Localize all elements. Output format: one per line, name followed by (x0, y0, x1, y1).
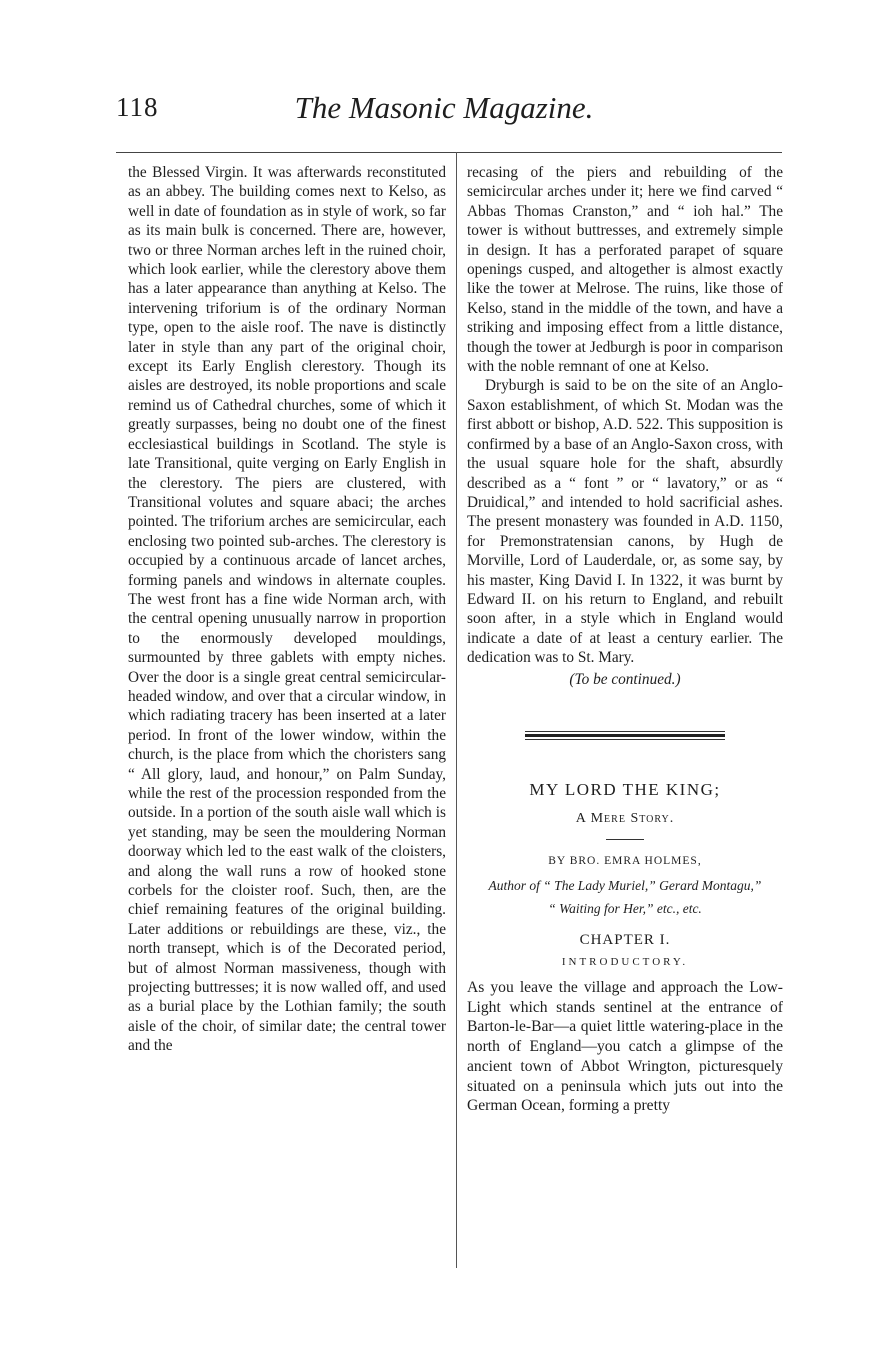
paragraph-1: recasing of the piers and rebuilding of the semicircular arches under it; here we find carved “ Abbas Thomas Cranston,” and “ ioh hal.” The tower is without buttresses, and extremely simple in design. It has a perforated parapet of square openings cusped, and altogether is almost exactly like the tower at Melrose. The ruins, like those of Kelso, stand in the middle of the town, and have a striking and imposing effect from a little distance, though the tower at Jedburgh is poor in comparison with the noble remnant of one at Kelso. (467, 164, 783, 376)
continued-note: (To be continued.) (569, 670, 681, 688)
column-divider (456, 152, 457, 1268)
running-title: The Masonic Magazine. (294, 90, 594, 125)
story-title: MY LORD THE KING; (529, 779, 721, 799)
chapter-heading: CHAPTER I. (579, 932, 671, 949)
story-opening-text: As you leave the village and approach the Low-Light which stands sentinel at the entrance of Barton-le-Bar—a quiet little watering-place in the north of England—you catch a glimpse of the ancient town of Abbot Wrington, picturesquely situated on a peninsula which juts out into the German Ocean, forming a pretty (467, 979, 783, 1115)
chapter-subtitle: INTRODUCTORY. (561, 955, 689, 968)
byline: BY BRO. EMRA HOLMES, (548, 854, 702, 867)
paragraph-2: Dryburgh is said to be on the site of an Anglo-Saxon establishment, of which St. Modan was the first abbott or bishop, A.D. 522. This supposition is confirmed by a base of an Anglo-Saxon cross, with the usual square hole for the shaft, absurdly described as a “ font ” or “ lavatory,” or as “ Druidical,” and intended to hold sacrificial ashes. The present monastery was founded in A.D. 1150, for Premonstratensian canons, by Hugh de Morville, Lord of Lauderdale, or, as some say, by his master, King David I. In 1322, it was burnt by Edward II. on his return to England, and rebuilt soon after, in a style which in England would indicate a date of at least a century earlier. The dedication was to St. Mary. (467, 377, 783, 667)
section-divider-ornament (525, 731, 725, 740)
story-subtitle: A Mere Story. (575, 811, 675, 827)
author-attribution-line-2: “ Waiting for Her,” etc., etc. (548, 901, 702, 917)
right-column (467, 163, 783, 1116)
header-rule (116, 152, 782, 153)
left-column (128, 163, 446, 1056)
page-number: 118 (116, 92, 159, 122)
short-rule (606, 839, 644, 840)
left-column-text: the Blessed Virgin. It was afterwards reconstituted as an abbey. The building comes next to Kelso, as well in date of foundation as in style of work, so far as its main bulk is concerned. There are, however, two or three Norman arches left in the ruined choir, which look earlier, while the clerestory above them has a later appearance than anything at Kelso. The intervening triforium is of the ordinary Norman type, open to the aisle roof. The nave is distinctly later in style than any part of the original choir, except its Early English clerestory. Though its aisles are destroyed, its noble proportions and scale remind us of Cathedral churches, some of which it greatly surpasses, being no doubt one of the finest ecclesiastical buildings in Scotland. The style is late Transitional, quite verging on Early English in the clerestory. The piers are clustered, with Transitional volutes and square abaci; the arches pointed. The triforium arches are semicircular, each enclosing two pointed sub-arches. The clerestory is occupied by a continuous arcade of lancet arches, forming panels and windows in alternate couples. The west front has a fine wide Norman arch, with the central opening unusually narrow in proportion to the enormously developed mouldings, surmounted by three gablets with empty niches. Over the door is a single great central semicircular-headed window, and over that a circular window, in which radiating tracery has been inserted at a later period. In front of the lower window, within the church, is the place from which the choristers sang “ All glory, laud, and honour,” on Palm Sunday, while the rest of the procession responded from the outside. In a portion of the south aisle wall which is yet standing, may be seen the mouldering Norman doorway which led to the east walk of the cloisters, and along the wall runs a row of hooked stone corbels for the cloister roof. Such, then, are the chief remaining features of the original building. Later additions or rebuildings are these, viz., the north transept, which is of the Decorated period, but of almost Norman massiveness, though with projecting buttresses; it is now walled off, and used as a burial place by the Lothian family; the south aisle of the choir, of similar date; the central tower and the (128, 164, 446, 1055)
author-attribution-line-1: Author of “ The Lady Muriel,” Gerard Montagu,” (488, 878, 762, 894)
